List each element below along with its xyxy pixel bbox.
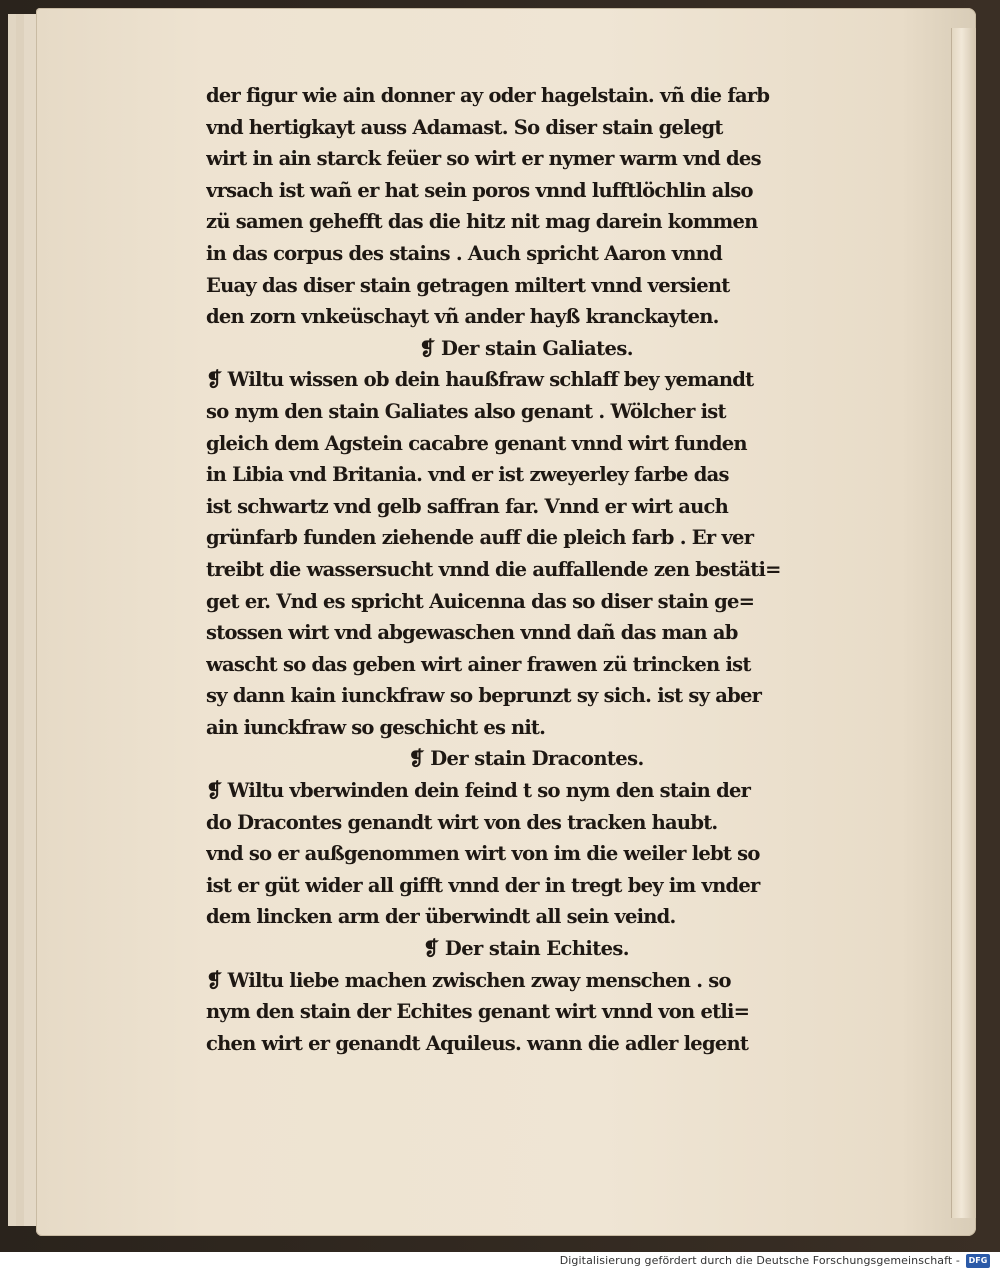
text-line: sy dann kain iunckfraw so beprunzt sy sich. ist sy aber — [206, 684, 762, 708]
text-line: do Dracontes genandt wirt von des tracken haubt. — [206, 810, 718, 834]
page-spine-edge — [951, 28, 976, 1218]
text-line: grünfarb funden ziehende auff die pleich farb . Er ver — [206, 526, 754, 550]
text-line: ❡ Wiltu vberwinden dein feind t so nym den stain der — [206, 779, 751, 803]
text-line: get er. Vnd es spricht Auicenna das so diser stain ge= — [206, 589, 755, 613]
text-line: ist schwartz vnd gelb saffran far. Vnnd er wirt auch — [206, 494, 729, 518]
text-line: der figur wie ain donner ay oder hagelstain. vñ die farb — [206, 84, 770, 107]
section-heading: ❡ Der stain Dracontes. — [408, 747, 644, 771]
section-heading: ❡ Der stain Galiates. — [419, 336, 633, 360]
text-line: wascht so das geben wirt ainer frawen zü trincken ist — [206, 652, 751, 676]
text-line: chen wirt er genandt Aquileus. wann die adler legent — [206, 1031, 749, 1055]
text-line: den zorn vnkeüschayt vñ ander hayß kranckayten. — [206, 305, 719, 329]
text-line: vnd hertigkayt auss Adamast. So diser stain gelegt — [206, 115, 723, 139]
text-line: nym den stain der Echites genant wirt vnnd von etli= — [206, 1000, 750, 1024]
text-line: ist er güt wider all gifft vnnd der in tregt bey im vnder — [206, 873, 760, 897]
text-line: vnd so er außgenommen wirt von im die weiler lebt so — [206, 842, 760, 866]
text-line: dem lincken arm der überwindt all sein veind. — [206, 905, 676, 929]
text-line: wirt in ain starck feüer so wirt er nymer warm vnd des — [206, 147, 761, 171]
text-line: zü samen gehefft das die hitz nit mag darein kommen — [206, 210, 758, 234]
text-line: so nym den stain Galiates also genant . Wölcher ist — [206, 399, 726, 423]
text-line: ❡ Wiltu wissen ob dein haußfraw schlaff bey yemandt — [206, 368, 754, 392]
section-heading: ❡ Der stain Echites. — [422, 937, 629, 961]
text-line: treibt die wassersucht vnnd die auffallende zen bestäti= — [206, 557, 781, 581]
page-text-block — [206, 80, 846, 1059]
text-line: vrsach ist wañ er hat sein poros vnnd lufftlöchlin also — [206, 178, 753, 202]
text-line: in Libia vnd Britania. vnd er ist zweyerley farbe das — [206, 463, 729, 487]
text-line: Euay das diser stain getragen miltert vnnd versient — [206, 273, 730, 297]
footer-credit: Digitalisierung gefördert durch die Deutsche Forschungsgemeinschaft - — [559, 1254, 960, 1267]
dfg-logo-icon: DFG — [966, 1254, 990, 1268]
text-line: in das corpus des stains . Auch spricht Aaron vnnd — [206, 241, 722, 265]
text-line: gleich dem Agstein cacabre genant vnnd wirt funden — [206, 431, 747, 455]
text-line: ❡ Wiltu liebe machen zwischen zway menschen . so — [206, 968, 731, 992]
footer-bar — [0, 1252, 1000, 1271]
text-line: ain iunckfraw so geschicht es nit. — [206, 715, 546, 739]
text-line: stossen wirt vnd abgewaschen vnnd dañ das man ab — [206, 621, 738, 645]
